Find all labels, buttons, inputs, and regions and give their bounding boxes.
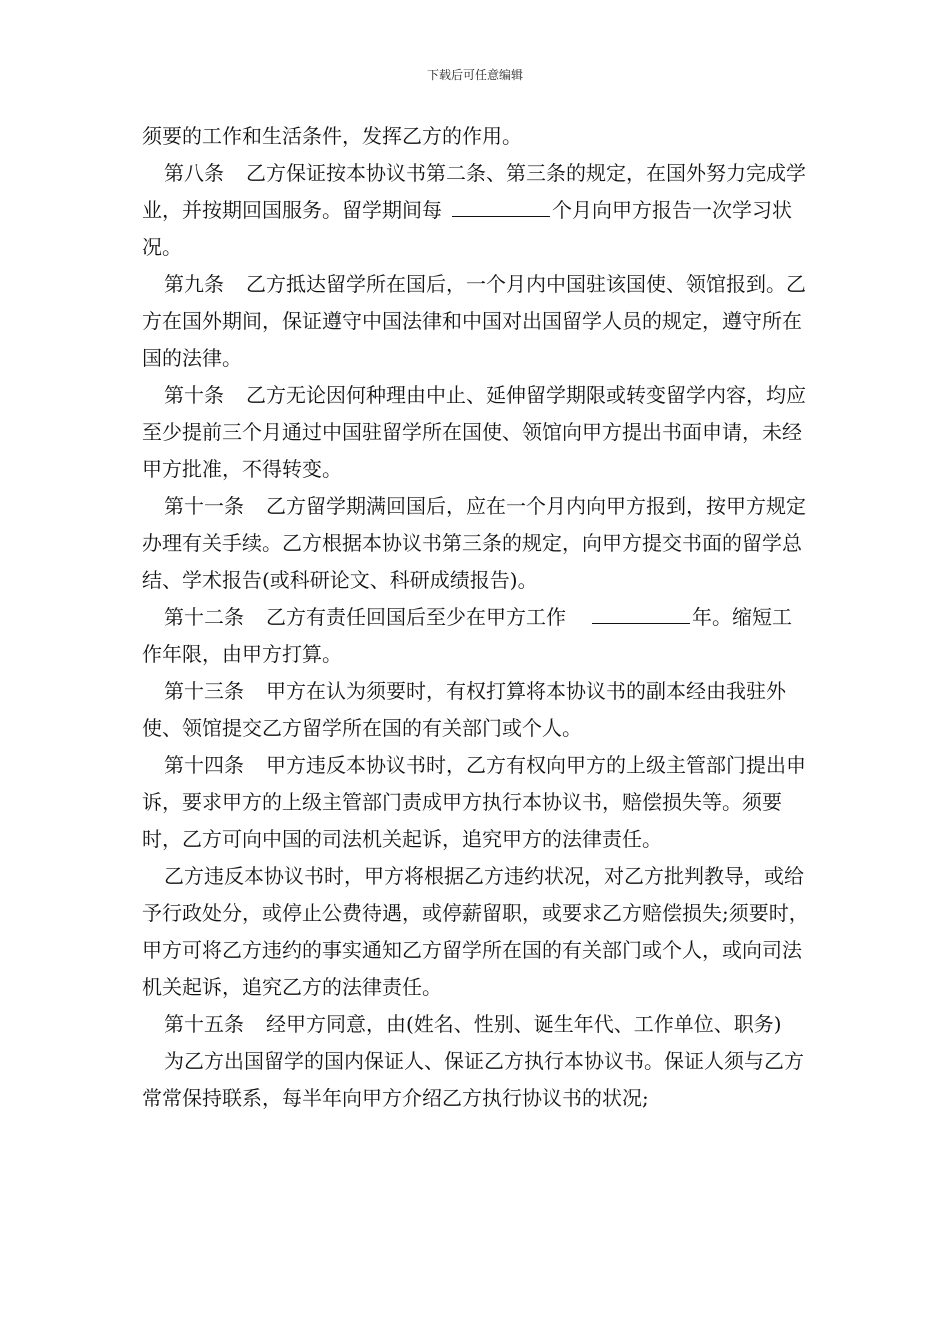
article-9 — [142, 266, 810, 377]
paragraph-text: 乙方无论因何种理由中止、延伸留学期限或转变留学内容，均应至少提前三个月通过中国驻留学所在国使、领馆向甲方提出书面申请，未经甲方批准，不得转变。 — [142, 383, 806, 481]
fill-in-blank-months[interactable] — [452, 196, 550, 217]
article-number: 第十四条 — [164, 753, 244, 777]
article-10 — [142, 377, 810, 488]
paragraph-text: 甲方违反本协议书时，乙方有权向甲方的上级主管部门提出申诉，要求甲方的上级主管部门责成甲方执行本协议书，赔偿损失等。须要时，乙方可向中国的司法机关起诉，追究甲方的法律责任。 — [142, 753, 806, 851]
paragraph-party-b-breach — [142, 858, 810, 1006]
paragraph-text: 年。缩短工作年限，由甲方打算。 — [142, 605, 792, 666]
paragraph-text: 个月向甲方报告一次学习状况。 — [142, 198, 792, 259]
article-number: 第十二条 — [164, 605, 244, 629]
article-number: 第八条 — [164, 161, 224, 185]
article-11 — [142, 488, 810, 599]
article-13 — [142, 673, 810, 747]
paragraph-text: 乙方有责任回国后至少在甲方工作 — [266, 605, 566, 629]
page-header: 下载后可任意编辑 — [426, 68, 523, 82]
paragraph-text: 乙方留学期满回国后，应在一个月内向甲方报到，按甲方规定办理有关手续。乙方根据本协议书第三条的规定，向甲方提交书面的留学总结、学术报告(或科研论文、科研成绩报告)。 — [142, 494, 806, 592]
paragraph-continuation — [142, 118, 810, 155]
article-number: 第十条 — [164, 383, 224, 407]
paragraph-guarantor — [142, 1043, 810, 1117]
article-12 — [142, 599, 810, 673]
fill-in-blank-years[interactable] — [592, 603, 690, 624]
article-number: 第十三条 — [164, 679, 244, 703]
article-14 — [142, 747, 810, 858]
paragraph-text: 须要的工作和生活条件，发挥乙方的作用。 — [142, 124, 522, 148]
paragraph-text: 乙方保证按本协议书第二条、第三条的规定，在国外努力完成学业，并按期回国服务。留学期间每 — [142, 161, 806, 222]
document-body — [142, 118, 810, 1117]
paragraph-text: 甲方在认为须要时，有权打算将本协议书的副本经由我驻外使、领馆提交乙方留学所在国的有关部门或个人。 — [142, 679, 786, 740]
article-15 — [142, 1006, 810, 1043]
paragraph-text: 为乙方出国留学的国内保证人、保证乙方执行本协议书。保证人须与乙方常常保持联系，每半年向甲方介绍乙方执行协议书的状况; — [142, 1049, 804, 1110]
article-number: 第九条 — [164, 272, 224, 296]
article-8 — [142, 155, 810, 266]
article-number: 第十一条 — [164, 494, 244, 518]
paragraph-text: 经甲方同意，由(姓名、性别、诞生年代、工作单位、职务) — [266, 1012, 782, 1036]
paragraph-text: 乙方抵达留学所在国后，一个月内中国驻该国使、领馆报到。乙方在国外期间，保证遵守中国法律和中国对出国留学人员的规定，遵守所在国的法律。 — [142, 272, 806, 370]
article-number: 第十五条 — [164, 1012, 244, 1036]
paragraph-text: 乙方违反本协议书时，甲方将根据乙方违约状况，对乙方批判教导，或给予行政处分，或停止公费待遇，或停薪留职，或要求乙方赔偿损失;须要时，甲方可将乙方违约的事实通知乙方留学所在国的有关部门或个人，或向司法机关起诉，追究乙方的法律责任。 — [142, 864, 809, 999]
